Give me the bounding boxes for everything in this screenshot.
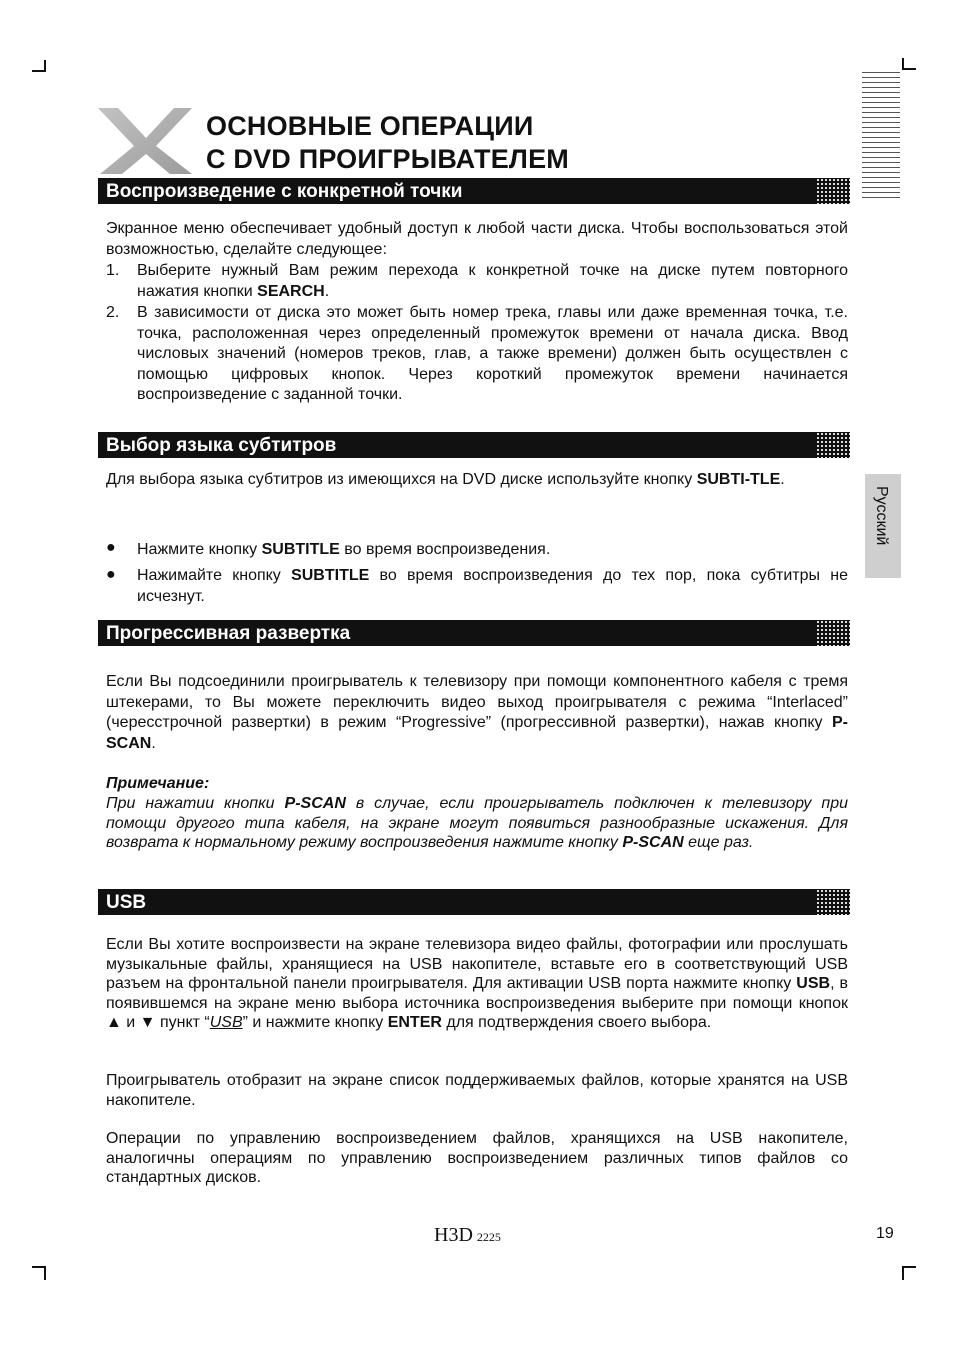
list-item: Нажмите кнопку SUBTITLE во время воспроизведения. xyxy=(137,541,551,558)
key-subtitle: SUBTI-TLE xyxy=(696,471,781,488)
page-title xyxy=(206,110,569,176)
usb-menu-item: USB xyxy=(209,1014,243,1031)
section-heading-subtitles xyxy=(98,432,850,458)
key-subtitle: SUBTITLE xyxy=(291,567,370,584)
section-heading-text: Выбор языка субтитров xyxy=(106,435,337,456)
language-tab xyxy=(865,474,901,578)
usb-paragraph-1: Если Вы хотите воспроизвести на экране телевизора видео файлы, фотографии или прослушать музыкальные файлы, хранящиеся на USB накопителе, вставьте его в соответствующий USB разъем на фронтальной панели проигрывателя. Для активации USB порта нажмите кнопку USB, в появившемся на экране меню выбора источника воспроизведения выберите при помощи кнопок ▲ и ▼ пункт “USB” и нажмите кнопку ENTER для подтверждения своего выбора. xyxy=(106,936,849,1031)
key-pscan: P-SCAN xyxy=(622,834,684,851)
dots-pattern xyxy=(816,178,850,204)
key-pscan: P-SCAN xyxy=(284,795,346,812)
key-usb: USB xyxy=(796,975,831,992)
section-heading-progressive xyxy=(98,620,850,646)
usb-paragraph-3: Операции по управлению воспроизведением файлов, хранящихся на USB накопителе, аналогичны операциям по управлению воспроизведением различных типов файлов со стандартных дисков. xyxy=(106,1130,848,1186)
usb-paragraph-2: Проигрыватель отобразит на экране список поддерживаемых файлов, которые хранятся на USB накопителе. xyxy=(106,1072,848,1109)
dots-pattern xyxy=(816,620,850,646)
crop-mark-bottom-right xyxy=(902,1266,904,1280)
key-enter: ENTER xyxy=(387,1014,442,1031)
list-number: 2. xyxy=(106,304,120,321)
title-line-2: С DVD ПРОИГРЫВАТЕЛЕМ xyxy=(206,144,569,174)
subtitles-intro: Для выбора языка субтитров из имеющихся на DVD диске используйте кнопку SUBTI-TLE. xyxy=(106,471,785,488)
progressive-paragraph: Если Вы подсоединили проигрыватель к телевизору при помощи компонентного кабеля с тремя штекерами, то Вы можете переключить видео выход проигрывателя с режима “Interlaced” (чересстрочной развертки) в режим “Progressive” (прогрессивной развертки), нажав кнопку P-SCAN. xyxy=(106,673,848,752)
list-number: 1. xyxy=(106,262,120,279)
decorative-stripes xyxy=(862,72,900,200)
model-logo: H3D 2225 xyxy=(434,1224,501,1246)
section-heading-text: Воспроизведение с конкретной точки xyxy=(106,181,463,202)
bullet-icon: ● xyxy=(106,539,116,556)
section-heading-text: USB xyxy=(106,892,147,913)
note-heading: Примечание: xyxy=(106,775,210,792)
dots-pattern xyxy=(816,432,850,458)
key-subtitle: SUBTITLE xyxy=(261,541,340,558)
dots-pattern xyxy=(816,889,850,915)
crop-mark-bottom-right xyxy=(902,1266,916,1268)
list-item: Нажимайте кнопку SUBTITLE во время воспроизведения до тех пор, пока субтитры не исчезнут. xyxy=(137,567,848,605)
section-heading-text: Прогрессивная развертка xyxy=(106,623,351,644)
list-item: Выберите нужный Вам режим перехода к конкретной точке на диске путем повторного нажатия кнопки SEARCH. xyxy=(137,262,848,300)
section-heading-usb xyxy=(98,889,850,915)
bullet-icon: ● xyxy=(106,566,116,583)
section-heading-seek xyxy=(98,178,850,204)
brand-x-logo xyxy=(96,104,194,176)
crop-mark-top-left xyxy=(32,70,46,72)
crop-mark-bottom-left xyxy=(44,1266,46,1280)
title-line-1: ОСНОВНЫЕ ОПЕРАЦИИ xyxy=(206,111,534,141)
language-tab-label: Русский xyxy=(873,486,890,546)
key-pscan: P-SCAN xyxy=(106,714,848,752)
note-text: При нажатии кнопки P-SCAN в случае, если проигрыватель подключен к телевизору при помощи другого типа кабеля, на экране могут появиться разнообразные искажения. Для возврата к нормальному режиму воспроизведения нажмите кнопку P-SCAN еще раз. xyxy=(106,795,848,851)
list-item: В зависимости от диска это может быть номер трека, главы или даже временная точка, т.е. точка, расположенная через определенный промежуток времени от начала диска. Ввод числовых значений (номеров треков, глав, а также времени) должен быть осуществлен с помощью цифровых кнопок. Через короткий промежуток времени начинается воспроизведение с заданной точки. xyxy=(137,304,848,403)
page-number: 19 xyxy=(876,1225,894,1242)
key-search: SEARCH xyxy=(257,282,325,300)
crop-mark-top-right xyxy=(902,68,916,70)
seek-intro: Экранное меню обеспечивает удобный доступ к любой части диска. Чтобы воспользоваться этой возможностью, сделайте следующее: xyxy=(106,220,848,258)
